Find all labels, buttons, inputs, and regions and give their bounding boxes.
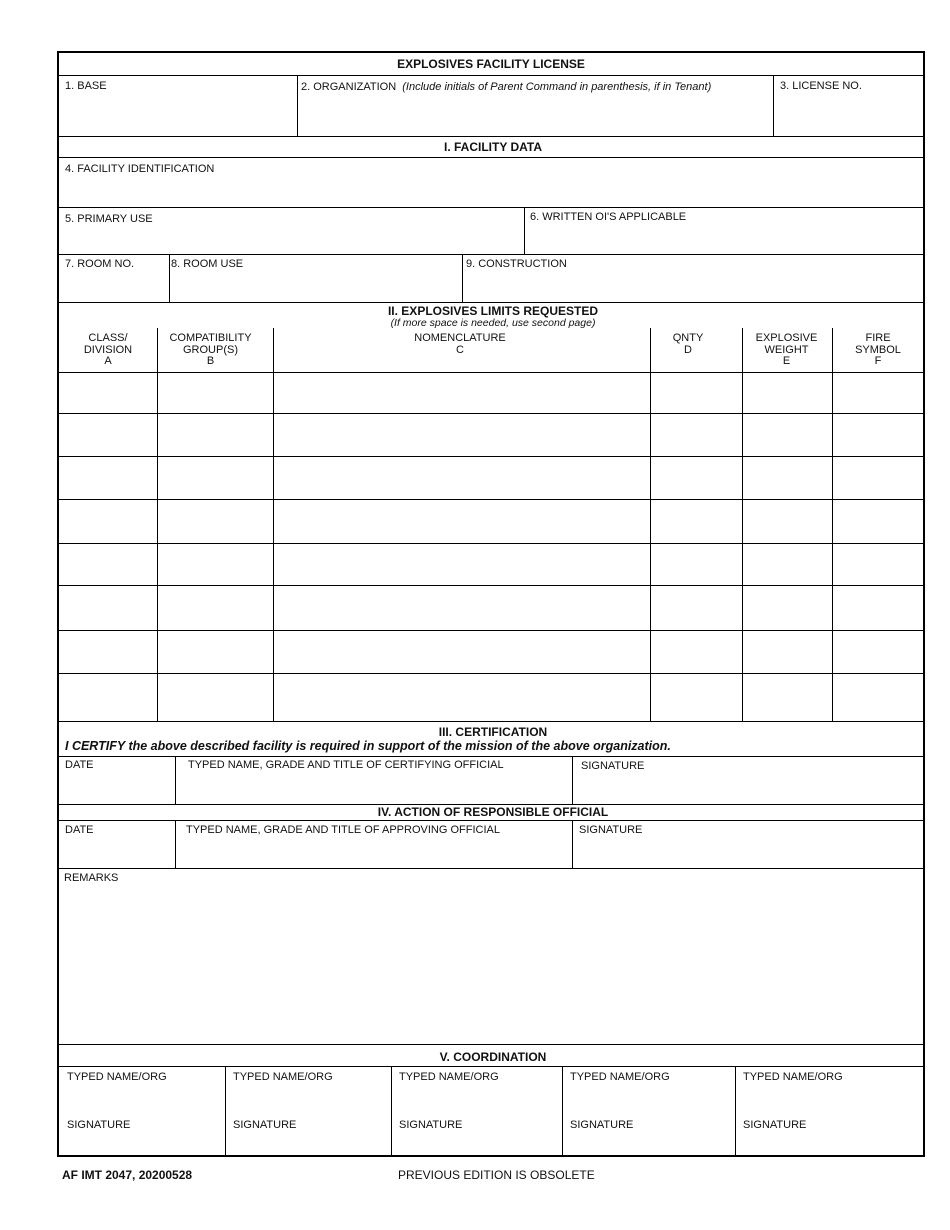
limits-cell-fire-symbol[interactable]	[833, 544, 923, 585]
certification-statement: I CERTIFY the above described facility is required in support of the mission of the above organization.	[65, 739, 671, 753]
coordination-block-1[interactable]	[60, 1067, 225, 1157]
certification-section-title: III. CERTIFICATION	[438, 725, 548, 739]
divider	[59, 136, 923, 137]
coordination-name-label: TYPED NAME/ORG	[399, 1071, 499, 1083]
limits-cell-compatibility-group[interactable]	[158, 414, 273, 456]
coordination-signature-label: SIGNATURE	[67, 1119, 131, 1131]
certification-date-label: DATE	[65, 759, 94, 771]
limits-cell-class-division[interactable]	[60, 414, 157, 456]
coordination-name-label: TYPED NAME/ORG	[743, 1071, 843, 1083]
coordination-signature-label: SIGNATURE	[233, 1119, 297, 1131]
limits-cell-explosive-weight[interactable]	[743, 500, 832, 543]
limits-cell-fire-symbol[interactable]	[833, 631, 923, 673]
limits-cell-nomenclature[interactable]	[274, 586, 650, 630]
coordination-section-title: V. COORDINATION	[439, 1050, 547, 1064]
limits-cell-nomenclature[interactable]	[274, 414, 650, 456]
construction-label: 9. CONSTRUCTION	[466, 258, 567, 270]
action-date-label: DATE	[65, 824, 94, 836]
limits-cell-class-division[interactable]	[60, 500, 157, 543]
limits-cell-nomenclature[interactable]	[274, 457, 650, 499]
form-identifier: AF IMT 2047, 20200528	[62, 1168, 193, 1182]
limits-cell-fire-symbol[interactable]	[833, 457, 923, 499]
limits-cell-quantity[interactable]	[651, 674, 742, 721]
limits-cell-class-division[interactable]	[60, 457, 157, 499]
limits-cell-quantity[interactable]	[651, 457, 742, 499]
room-use-field[interactable]	[170, 255, 462, 302]
organization-label: 2. ORGANIZATION (Include initials of Parent Command in parenthesis, if in Tenant)	[301, 81, 712, 93]
base-field[interactable]	[59, 76, 297, 136]
remarks-label: REMARKS	[64, 872, 119, 884]
certifying-official-field[interactable]	[176, 757, 572, 804]
limits-section-title: II. EXPLOSIVES LIMITS REQUESTED	[387, 304, 599, 318]
approving-official-label: TYPED NAME, GRADE AND TITLE OF APPROVING OFFICIAL	[186, 824, 500, 836]
limits-cell-explosive-weight[interactable]	[743, 373, 832, 413]
column-header-fire-symbol: FIRE SYMBOL F	[855, 332, 901, 367]
limits-cell-fire-symbol[interactable]	[833, 500, 923, 543]
coordination-name-label: TYPED NAME/ORG	[233, 1071, 333, 1083]
limits-cell-nomenclature[interactable]	[274, 373, 650, 413]
limits-cell-quantity[interactable]	[651, 586, 742, 630]
limits-cell-nomenclature[interactable]	[274, 500, 650, 543]
limits-cell-compatibility-group[interactable]	[158, 500, 273, 543]
column-header-class-division: CLASS/ DIVISION A	[83, 332, 133, 367]
action-signature-field[interactable]	[573, 821, 923, 868]
facility-identification-field[interactable]	[59, 158, 923, 207]
coordination-name-label: TYPED NAME/ORG	[570, 1071, 670, 1083]
primary-use-field[interactable]	[59, 208, 524, 254]
limits-section-hint: (If more space is needed, use second page)	[390, 317, 596, 329]
divider	[59, 302, 923, 303]
written-ois-label: 6. WRITTEN OI'S APPLICABLE	[530, 211, 687, 223]
limits-cell-compatibility-group[interactable]	[158, 631, 273, 673]
limits-cell-class-division[interactable]	[60, 586, 157, 630]
coordination-block-2[interactable]	[226, 1067, 391, 1157]
column-header-quantity: QNTY D	[672, 332, 704, 356]
limits-cell-compatibility-group[interactable]	[158, 373, 273, 413]
coordination-block-4[interactable]	[563, 1067, 735, 1157]
limits-cell-compatibility-group[interactable]	[158, 544, 273, 585]
limits-cell-explosive-weight[interactable]	[743, 631, 832, 673]
limits-cell-fire-symbol[interactable]	[833, 414, 923, 456]
limits-cell-class-division[interactable]	[60, 674, 157, 721]
limits-cell-quantity[interactable]	[651, 544, 742, 585]
limits-cell-nomenclature[interactable]	[274, 631, 650, 673]
certification-signature-field[interactable]	[573, 757, 923, 804]
form-title: EXPLOSIVES FACILITY LICENSE	[397, 57, 585, 71]
coordination-signature-label: SIGNATURE	[570, 1119, 634, 1131]
remarks-field[interactable]	[59, 869, 923, 1044]
room-no-label: 7. ROOM NO.	[65, 258, 135, 270]
limits-cell-explosive-weight[interactable]	[743, 674, 832, 721]
facility-section-title: I. FACILITY DATA	[444, 140, 542, 154]
limits-cell-compatibility-group[interactable]	[158, 586, 273, 630]
divider	[59, 1044, 923, 1045]
organization-field[interactable]	[298, 76, 773, 136]
coordination-signature-label: SIGNATURE	[399, 1119, 463, 1131]
table-row-divider	[59, 721, 923, 722]
coordination-block-5[interactable]	[736, 1067, 923, 1157]
limits-cell-explosive-weight[interactable]	[743, 457, 832, 499]
edition-note: PREVIOUS EDITION IS OBSOLETE	[398, 1168, 595, 1182]
column-header-explosive-weight: EXPLOSIVE WEIGHT E	[755, 332, 818, 367]
action-signature-label: SIGNATURE	[579, 824, 643, 836]
coordination-name-label: TYPED NAME/ORG	[67, 1071, 167, 1083]
limits-cell-quantity[interactable]	[651, 373, 742, 413]
limits-cell-quantity[interactable]	[651, 414, 742, 456]
room-use-label: 8. ROOM USE	[171, 258, 244, 270]
limits-cell-quantity[interactable]	[651, 631, 742, 673]
action-date-field[interactable]	[59, 821, 175, 868]
limits-cell-class-division[interactable]	[60, 631, 157, 673]
coordination-signature-label: SIGNATURE	[743, 1119, 807, 1131]
room-no-field[interactable]	[59, 255, 169, 302]
certifying-official-label: TYPED NAME, GRADE AND TITLE OF CERTIFYING OFFICIAL	[188, 759, 504, 771]
approving-official-field[interactable]	[176, 821, 572, 868]
column-header-compatibility-group: COMPATIBILITY GROUP(S) B	[169, 332, 252, 367]
limits-cell-fire-symbol[interactable]	[833, 586, 923, 630]
limits-cell-fire-symbol[interactable]	[833, 674, 923, 721]
limits-cell-class-division[interactable]	[60, 544, 157, 585]
limits-cell-explosive-weight[interactable]	[743, 544, 832, 585]
column-header-nomenclature: NOMENCLATURE C	[414, 332, 506, 356]
limits-cell-fire-symbol[interactable]	[833, 373, 923, 413]
limits-cell-explosive-weight[interactable]	[743, 414, 832, 456]
construction-field[interactable]	[463, 255, 923, 302]
limits-cell-compatibility-group[interactable]	[158, 674, 273, 721]
coordination-block-3[interactable]	[392, 1067, 562, 1157]
facility-identification-label: 4. FACILITY IDENTIFICATION	[65, 163, 215, 175]
license-no-label: 3. LICENSE NO.	[780, 80, 862, 92]
action-section-title: IV. ACTION OF RESPONSIBLE OFFICIAL	[377, 805, 609, 819]
written-ois-field[interactable]	[525, 208, 923, 254]
certification-signature-label: SIGNATURE	[581, 760, 645, 772]
explosives-facility-license-form	[57, 51, 925, 1157]
certification-date-field[interactable]	[59, 757, 175, 804]
limits-cell-class-division[interactable]	[60, 373, 157, 413]
limits-cell-nomenclature[interactable]	[274, 544, 650, 585]
organization-hint: (Include initials of Parent Command in parenthesis, if in Tenant)	[402, 81, 712, 93]
limits-cell-compatibility-group[interactable]	[158, 457, 273, 499]
primary-use-label: 5. PRIMARY USE	[65, 213, 153, 225]
license-no-field[interactable]	[774, 76, 923, 136]
limits-cell-quantity[interactable]	[651, 500, 742, 543]
limits-cell-explosive-weight[interactable]	[743, 586, 832, 630]
limits-cell-nomenclature[interactable]	[274, 674, 650, 721]
base-label: 1. BASE	[65, 80, 107, 92]
